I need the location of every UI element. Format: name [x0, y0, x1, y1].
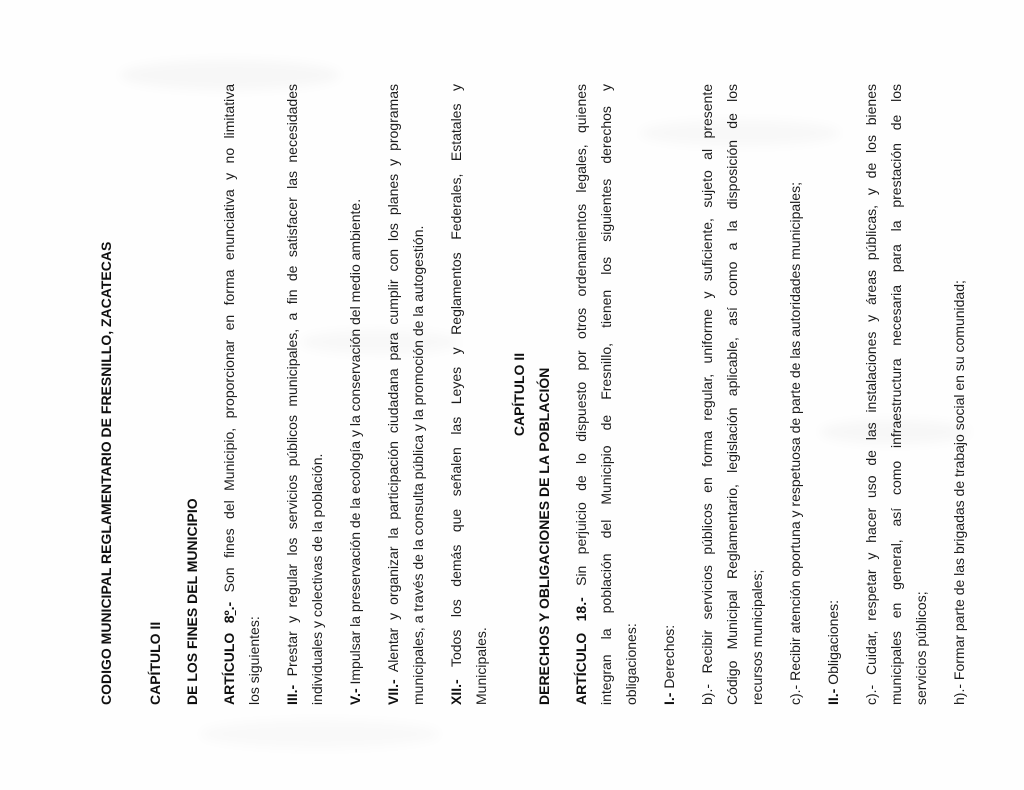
chapter-2b-heading [507, 84, 557, 705]
text-line [619, 84, 644, 705]
prefix-part: .- [221, 601, 237, 611]
fraccion-iii [280, 84, 330, 705]
prefix-part: ARTÍCULO 8 [221, 615, 237, 705]
line-text: Impulsar la preservación de la ecología y la conservación del medio ambiente. [347, 198, 363, 685]
paragraph-prefix: II.- [825, 688, 841, 705]
inciso-b [695, 84, 770, 705]
line-text: integran la población del Municipio de Fresnillo, tienen los siguientes derechos y [598, 84, 614, 705]
seccion-i-derechos [657, 84, 682, 705]
text-line [947, 84, 972, 705]
text-line [745, 84, 770, 705]
text-line [180, 84, 205, 705]
text-line [343, 84, 368, 705]
inciso-c [783, 84, 808, 705]
line-text: CAPÍTULO II [147, 621, 163, 705]
text-line [444, 84, 469, 705]
fraccion-v [343, 84, 368, 705]
line-text: Recibir servicios públicos en forma regular, uniforme y suficiente, sujeto al presente [699, 83, 715, 674]
line-text: servicios públicos; [913, 591, 929, 705]
line-text: Municipales. [473, 627, 489, 705]
paragraph-prefix: h).- [951, 684, 967, 705]
inciso-c-obligaciones [859, 84, 934, 705]
text-line [143, 84, 168, 705]
line-text: municipales en general, así como infraestructura necesaria para la prestación de los [888, 84, 904, 705]
paragraph-prefix: c).- [787, 684, 803, 705]
ordinal-indicator: º [221, 610, 237, 616]
text-line [280, 84, 305, 705]
text-line [469, 84, 494, 705]
line-text: Sin perjuicio de lo dispuesto por otros ordenamientos legales, quienes [573, 83, 589, 586]
text-line [695, 84, 720, 705]
line-text: CODIGO MUNICIPAL REGLAMENTARIO DE FRESNILLO, ZACATECAS [98, 241, 114, 705]
chapter-2-subheading [180, 84, 205, 705]
line-text: Prestar y regular los servicios públicos municipales, a fin de satisfacer las necesidades [284, 84, 300, 677]
text-line [569, 84, 594, 705]
text-line [305, 84, 330, 705]
seccion-ii-obligaciones [821, 84, 846, 705]
paragraph-prefix: V.- [347, 688, 363, 705]
paragraph-prefix: VII.- [385, 679, 401, 705]
paragraph-prefix: XII.- [448, 679, 464, 705]
line-text: CAPÍTULO II [511, 352, 527, 437]
line-text: obligaciones: [623, 623, 639, 705]
paragraph-prefix: III.- [284, 684, 300, 705]
document-title [94, 84, 119, 705]
text-line [884, 84, 909, 705]
line-text: municipales, a través de la consulta pública y la promoción de la autogestión. [410, 225, 426, 705]
text-line [217, 84, 242, 705]
text-line [507, 84, 532, 705]
articulo-18 [569, 84, 644, 705]
text-line [657, 84, 682, 705]
paragraph-prefix: c).- [863, 684, 879, 705]
text-line [909, 84, 934, 705]
line-text: individuales y colectivas de la población. [309, 453, 325, 705]
text-line [783, 84, 808, 705]
text-line [532, 84, 557, 705]
paragraph-prefix: ARTÍCULO 18.- [573, 597, 589, 705]
line-text: Cuidar, respetar y hacer uso de las instalaciones y áreas públicas, y de los bienes [863, 83, 879, 675]
text-line [381, 84, 406, 705]
line-text: DERECHOS Y OBLIGACIONES DE LA POBLACIÓN [536, 367, 552, 705]
text-line [821, 84, 846, 705]
articulo-8 [217, 84, 267, 705]
text-line [406, 84, 431, 705]
paragraph-prefix [221, 602, 237, 705]
text-line [720, 84, 745, 705]
text-line [94, 84, 119, 705]
text-line [859, 84, 884, 705]
line-text: Recibir atención oportuna y respetuosa de parte de las autoridades municipales; [787, 182, 803, 681]
inciso-h [947, 84, 972, 705]
line-text: los siguientes: [246, 616, 262, 705]
line-text: Formar parte de las brigadas de trabajo social en su comunidad; [951, 280, 967, 681]
fraccion-vii [381, 84, 431, 705]
line-text: Alentar y organizar la participación ciudadana para cumplir con los planes y programas [385, 84, 401, 673]
paragraph-prefix: I.- [661, 692, 677, 705]
text-line [594, 84, 619, 705]
paragraph-prefix: b).- [699, 684, 715, 705]
line-text: Son fines del Municipio, proporcionar en forma enunciativa y no limitativa [221, 83, 237, 593]
line-text: Obligaciones: [825, 599, 841, 685]
line-text: Todos los demás que señalen las Leyes y Reglamentos Federales, Estatales y [448, 83, 464, 668]
chapter-2-heading [143, 84, 168, 705]
line-text: recursos municipales; [749, 569, 765, 705]
line-text: Derechos: [661, 624, 677, 689]
line-text: DE LOS FINES DEL MUNICIPIO [184, 498, 200, 705]
fraccion-xii [444, 84, 494, 705]
line-text: Código Municipal Reglamentario, legislación aplicable, así como a la disposición de los [724, 84, 740, 705]
text-line [242, 84, 267, 705]
